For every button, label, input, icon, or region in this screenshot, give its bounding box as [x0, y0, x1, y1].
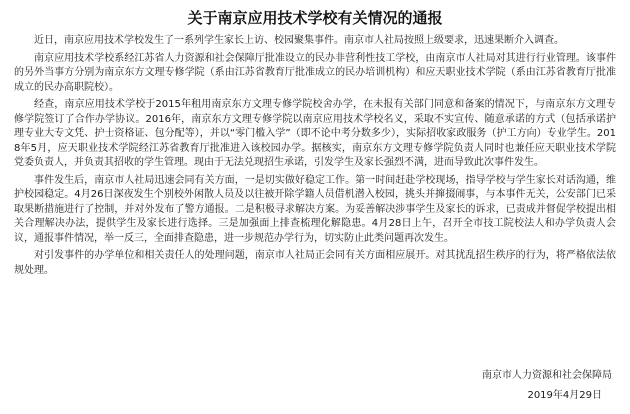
paragraph-background: 南京应用技术学校系经江苏省人力资源和社会保障厅批准设立的民办非营利性技工学校，由南京市人社局对其进行行业管理。该事件的另外当事方分别为南京东方文理专修学院（系由江苏省教育厅批准成立的民办培训机构）和应天职业技术学院（系由江苏省教育厅批准成立的民办高职院校）。: [14, 52, 616, 93]
document-title: 关于南京应用技术学校有关情况的通报: [187, 9, 443, 27]
signature-block: [482, 366, 612, 406]
issue-date: 2019年4月29日: [527, 390, 602, 401]
issuer-name: 南京市人力资源和社会保障局: [482, 370, 612, 381]
paragraph-investigation: 经查，南京应用技术学校于2015年租用南京东方文理专修学院校舍办学，在未报有关部门同意和备案的情况下，与南京东方文理专修学院签订了合作办学协议。2016年，南京东方文理专修学院以南京应用技术学校名义，采取不实宣传、随意承诺的方式（包括承诺护理专业大专文凭、护士资格证、包分配等），并以“零门槛入学”（即不论中考分数多少），实际招收家政服务（护工方向）专业学生。2018年5月，应天职业技术学院经江苏省教育厅批准进入该校园办学。据核实，南京东方文理专修学院负责人同时也兼任应天职业技术学院党委负责人，并负责其招收的学生管理。现由于无法兑现招生承诺，引发学生及家长强烈不满，进而导致此次事件发生。: [14, 99, 616, 168]
paragraph-response: 事件发生后，南京市人社局迅速会同有关方面，一是切实做好稳定工作。第一时间赶赴学校现场，指导学校与学生家长对话沟通，维护校园稳定。4月26日深夜发生个别校外闲散人员及以往被开除学籍人员借机潜入校园，挑头并撺掇闹事，与本事件无关，公安部门已采取果断措施进行了控制，并对外发布了警方通报。二是积极寻求解决方案。为妥善解决涉事学生及家长的诉求，已责成并督促学校提出相关合理解决办法，提供学生及家长进行选择。三是加强面上排查梳理化解隐患。4月28日上午，召开全市技工院校法人和办学负责人会议，通报事件情况，举一反三，全面排查隐患，进一步规范办学行为，切实防止此类问题再次发生。: [14, 174, 616, 244]
paragraph-intro: 近日，南京应用技术学校发生了一系列学生家长上访、校园聚集事件。南京市人社局按照上级要求，迅速果断介入调查。: [34, 35, 564, 46]
paragraph-handling: 对引发事件的办学单位和相关责任人的处理问题，南京市人社局正会同有关方面相应展开。对其扰乱招生秩序的行为，将严格依法依规处理。: [14, 250, 616, 276]
